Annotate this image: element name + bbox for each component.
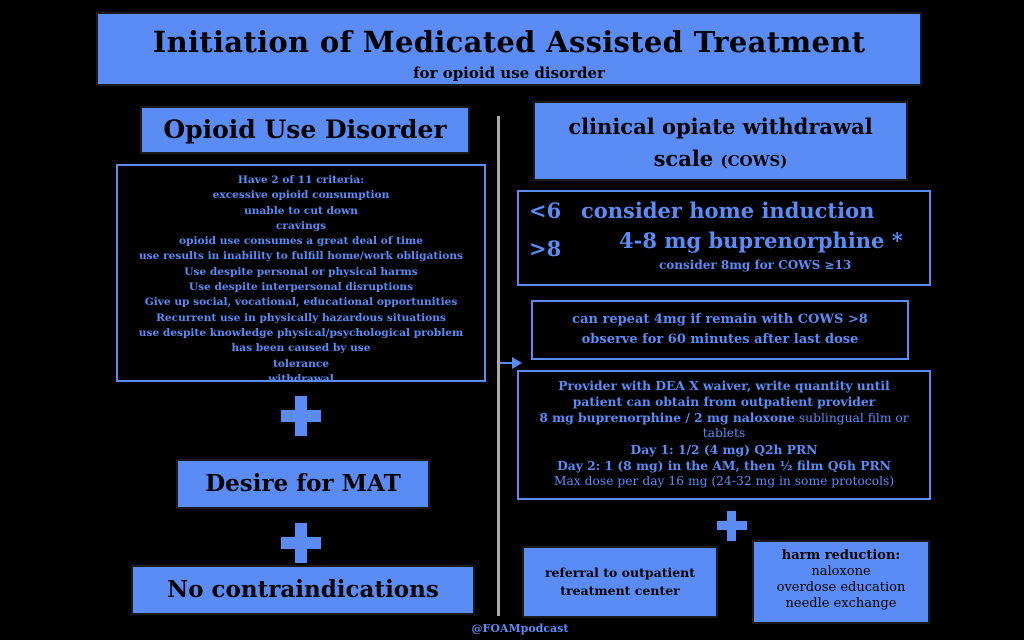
plus-icon	[295, 523, 307, 563]
criteria-line: unable to cut down	[244, 204, 358, 217]
contraindications-label: No contraindications	[167, 576, 439, 603]
contraindications-box	[131, 565, 475, 615]
provider-box	[517, 370, 931, 500]
provider-line: patient can obtain from outpatient provider	[572, 393, 876, 409]
criteria-line: has been caused by use	[231, 342, 371, 355]
repeat-line: observe for 60 minutes after last dose	[581, 332, 859, 347]
harm-item: needle exchange	[785, 596, 897, 611]
criteria-line: Recurrent use in physically hazardous situations	[156, 311, 446, 324]
criteria-line: cravings	[275, 219, 327, 232]
harm-item: overdose education	[776, 580, 906, 595]
rx-rest: sublingual film or	[794, 410, 909, 425]
plus-icon	[295, 396, 307, 436]
score-lt6: <6	[529, 198, 562, 223]
buprenorphine-dose: 4-8 mg buprenorphine *	[619, 228, 903, 253]
cows-heading-box	[533, 101, 908, 181]
desire-box	[176, 459, 430, 509]
day2-line: Day 2: 1 (8 mg) in the AM, then ½ film Q6h PRN	[557, 457, 891, 473]
cows-heading	[535, 103, 906, 177]
credit-label: @FOAMpodcast	[471, 622, 569, 635]
title-banner	[96, 12, 922, 86]
day1-line: Day 1: 1/2 (4 mg) Q2h PRN	[630, 442, 818, 458]
criteria-line: excessive opioid consumption	[212, 189, 390, 202]
oud-heading-box	[140, 106, 470, 154]
criteria-line: opioid use consumes a great deal of time	[179, 235, 423, 248]
harm-item: naloxone	[811, 564, 871, 579]
page-subtitle: for opioid use disorder	[413, 64, 605, 82]
page-title: Initiation of Medicated Assisted Treatment	[152, 25, 866, 59]
criteria-box	[116, 164, 486, 385]
referral-box	[522, 546, 718, 618]
cows-line2: scale	[653, 146, 714, 171]
dose-box	[517, 190, 931, 286]
criteria-line: use results in inability to fulfill home/work obligations	[138, 250, 464, 263]
center-divider	[497, 116, 500, 616]
referral-line: referral to outpatient	[544, 565, 696, 580]
oud-heading: Opioid Use Disorder	[163, 115, 447, 144]
score-gt8: >8	[529, 236, 562, 261]
harm-title: harm reduction:	[781, 548, 901, 563]
arrow-right-icon	[512, 357, 522, 369]
criteria-line: use despite knowledge physical/psychological problem	[138, 326, 464, 339]
desire-label: Desire for MAT	[205, 470, 401, 497]
repeat-line: can repeat 4mg if remain with COWS >8	[572, 312, 868, 327]
criteria-line: tolerance	[272, 357, 330, 370]
rx-line	[519, 410, 929, 427]
repeat-box	[531, 300, 909, 360]
provider-line: Provider with DEA X waiver, write quantity until	[558, 378, 890, 393]
cows-line1: clinical opiate withdrawal	[568, 114, 873, 139]
rx-line2: tablets	[702, 426, 746, 441]
max-dose-line: Max dose per day 16 mg (24-32 mg in some protocols)	[553, 473, 895, 488]
cows-abbr: (COWS)	[720, 152, 788, 170]
rx-bold: 8 mg buprenorphine / 2 mg naloxone	[539, 409, 795, 425]
criteria-line: withdrawal	[268, 372, 334, 385]
criteria-line: Use despite interpersonal disruptions	[188, 281, 414, 294]
home-induction: consider home induction	[581, 198, 875, 223]
criteria-line: Give up social, vocational, educational opportunities	[144, 296, 458, 309]
plus-icon	[727, 511, 736, 541]
criteria-line: Use despite personal or physical harms	[184, 265, 418, 278]
referral-line: treatment center	[560, 583, 680, 598]
consider-8mg: consider 8mg for COWS ≥13	[659, 258, 852, 272]
harm-reduction-box	[752, 540, 930, 624]
criteria-line: Have 2 of 11 criteria:	[237, 174, 365, 186]
